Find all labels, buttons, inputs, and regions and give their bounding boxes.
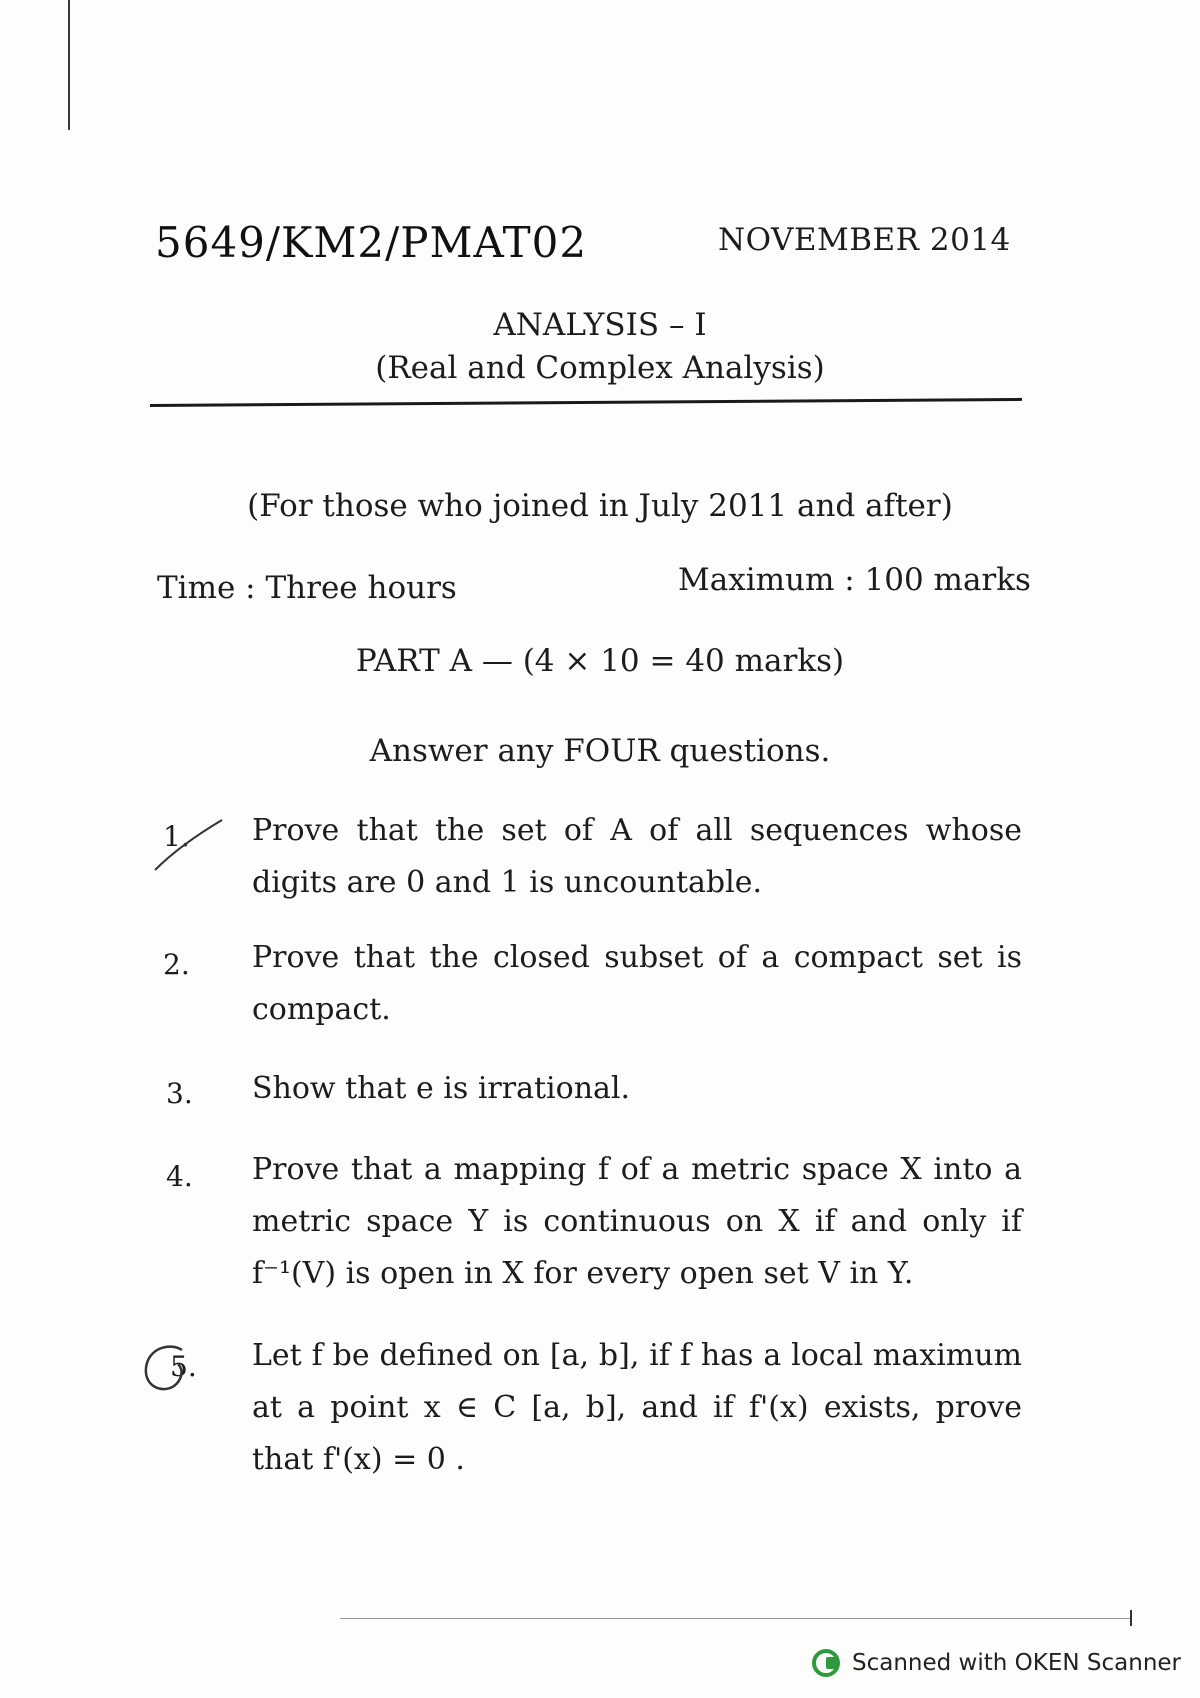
handwritten-tick-icon bbox=[150, 815, 230, 875]
exam-month: NOVEMBER 2014 bbox=[718, 222, 1011, 258]
footer-tick-mark bbox=[1130, 1610, 1132, 1626]
footer-divider bbox=[340, 1618, 1130, 1619]
question-number: 3. bbox=[166, 1077, 193, 1110]
question-text: Let f be defined on [a, b], if f has a local maximum at a point x ∈ C [a, b], and if f'(x) exists, prove that f'(x) = 0 . bbox=[252, 1338, 1022, 1477]
course-subtitle: (Real and Complex Analysis) bbox=[375, 350, 825, 386]
question-number: 4. bbox=[166, 1160, 193, 1193]
question-text: Show that e is irrational. bbox=[252, 1071, 631, 1106]
question-number: 1. bbox=[163, 820, 190, 853]
header-divider bbox=[150, 398, 1022, 407]
exam-duration: Time : Three hours bbox=[157, 570, 457, 606]
question-text: Prove that a mapping f of a metric space X into a metric space Y is continuous on X if and only if f⁻¹(V) is open in X for every open set V in Y. bbox=[252, 1152, 1022, 1291]
maximum-marks: Maximum : 100 marks bbox=[678, 562, 1031, 598]
question-text: Prove that the closed subset of a compact set is compact. bbox=[252, 940, 1022, 1027]
scanner-watermark bbox=[812, 1648, 1181, 1678]
scanner-watermark-text: Scanned with OKEN Scanner bbox=[852, 1650, 1181, 1676]
paper-code: 5649/KM2/PMAT02 bbox=[155, 218, 588, 267]
handwritten-circle-icon bbox=[140, 1340, 196, 1396]
question-number: 2. bbox=[163, 948, 190, 981]
question-text: Prove that the set of A of all sequences whose digits are 0 and 1 is uncountable. bbox=[252, 813, 1022, 900]
part-heading: PART A — (4 × 10 = 40 marks) bbox=[355, 643, 845, 679]
part-instruction: Answer any FOUR questions. bbox=[369, 733, 831, 769]
oken-scanner-logo-icon bbox=[812, 1648, 842, 1678]
course-title: ANALYSIS – I bbox=[493, 307, 707, 343]
scan-edge-line bbox=[68, 0, 70, 130]
eligibility-note: (For those who joined in July 2011 and after) bbox=[247, 488, 953, 524]
question-number: 5. bbox=[170, 1350, 197, 1383]
